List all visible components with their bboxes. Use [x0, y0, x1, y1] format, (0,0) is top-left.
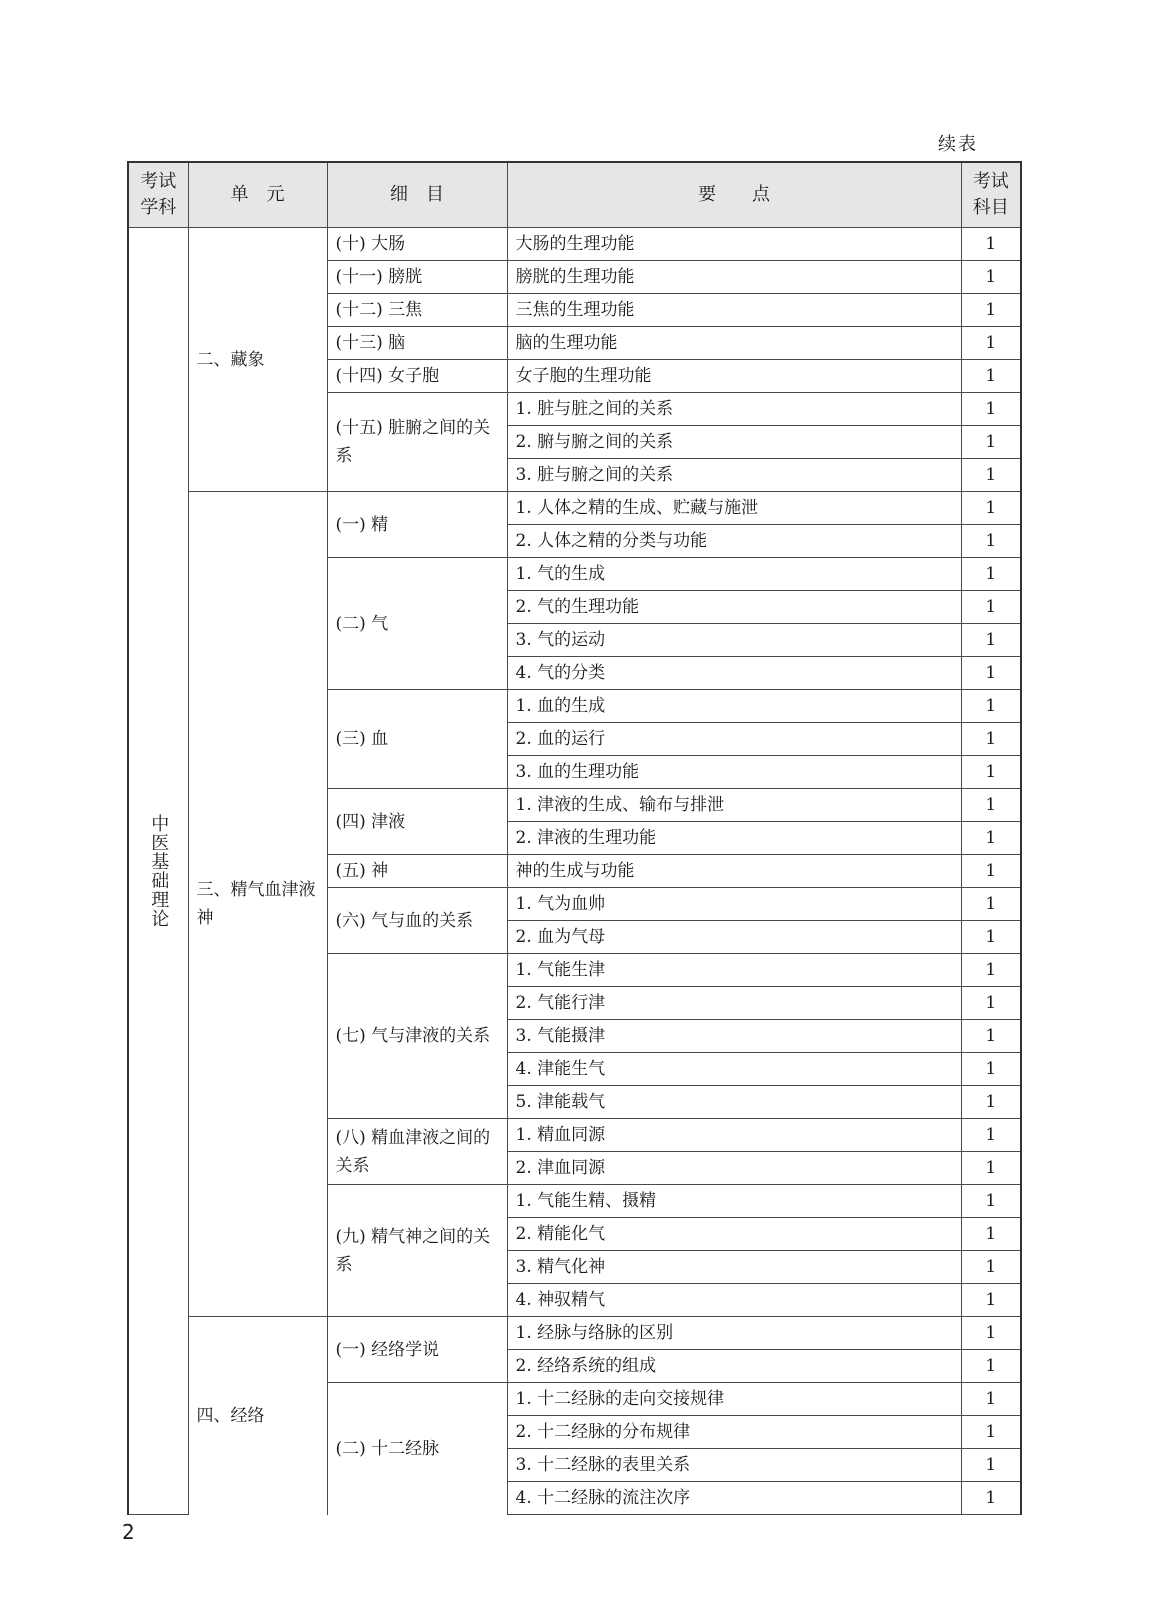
table-body: [128, 228, 1021, 1515]
subject-cell: 中医基础理论: [128, 228, 188, 1515]
exam-cell: 1: [961, 624, 1021, 657]
exam-cell: 1: [961, 261, 1021, 294]
exam-cell: 1: [961, 756, 1021, 789]
point-cell: 1. 人体之精的生成、贮藏与施泄: [507, 492, 961, 525]
exam-cell: 1: [961, 723, 1021, 756]
exam-cell: 1: [961, 954, 1021, 987]
unit-cell: 二、藏象: [188, 228, 327, 492]
point-cell: 2. 经络系统的组成: [507, 1350, 961, 1383]
exam-cell: 1: [961, 1317, 1021, 1350]
detail-cell: (七) 气与津液的关系: [327, 954, 507, 1119]
point-cell: 2. 津液的生理功能: [507, 822, 961, 855]
exam-cell: 1: [961, 591, 1021, 624]
exam-cell: 1: [961, 327, 1021, 360]
exam-cell: 1: [961, 1152, 1021, 1185]
point-cell: 2. 津血同源: [507, 1152, 961, 1185]
detail-cell: (二) 十二经脉: [327, 1383, 507, 1515]
point-cell: 4. 神驭精气: [507, 1284, 961, 1317]
point-cell: 3. 气的运动: [507, 624, 961, 657]
point-cell: 3. 脏与腑之间的关系: [507, 459, 961, 492]
point-cell: 2. 血为气母: [507, 921, 961, 954]
point-cell: 女子胞的生理功能: [507, 360, 961, 393]
exam-cell: 1: [961, 1482, 1021, 1515]
point-cell: 5. 津能载气: [507, 1086, 961, 1119]
detail-cell: (十三) 脑: [327, 327, 507, 360]
exam-cell: 1: [961, 1251, 1021, 1284]
point-cell: 3. 气能摄津: [507, 1020, 961, 1053]
point-cell: 脑的生理功能: [507, 327, 961, 360]
table-row: [128, 1317, 1021, 1350]
table-row: [128, 492, 1021, 525]
detail-cell: (十一) 膀胱: [327, 261, 507, 294]
table-row: [128, 228, 1021, 261]
point-cell: 2. 气的生理功能: [507, 591, 961, 624]
detail-cell: (五) 神: [327, 855, 507, 888]
detail-cell: (一) 精: [327, 492, 507, 558]
detail-cell: (十四) 女子胞: [327, 360, 507, 393]
point-cell: 三焦的生理功能: [507, 294, 961, 327]
point-cell: 4. 津能生气: [507, 1053, 961, 1086]
header-detail: 细 目: [327, 162, 507, 228]
detail-cell: (三) 血: [327, 690, 507, 789]
exam-cell: 1: [961, 1119, 1021, 1152]
exam-cell: 1: [961, 1383, 1021, 1416]
exam-cell: 1: [961, 690, 1021, 723]
exam-cell: 1: [961, 789, 1021, 822]
point-cell: 4. 气的分类: [507, 657, 961, 690]
point-cell: 1. 气能生精、摄精: [507, 1185, 961, 1218]
header-unit: 单 元: [188, 162, 327, 228]
exam-cell: 1: [961, 459, 1021, 492]
exam-cell: 1: [961, 987, 1021, 1020]
unit-cell: 三、精气血津液神: [188, 492, 327, 1317]
point-cell: 膀胱的生理功能: [507, 261, 961, 294]
detail-cell: (八) 精血津液之间的关系: [327, 1119, 507, 1185]
syllabus-table: [127, 161, 1022, 1515]
point-cell: 1. 气能生津: [507, 954, 961, 987]
point-cell: 1. 脏与脏之间的关系: [507, 393, 961, 426]
detail-cell: (二) 气: [327, 558, 507, 690]
point-cell: 2. 十二经脉的分布规律: [507, 1416, 961, 1449]
header-subject: 考试学科: [128, 162, 188, 228]
exam-cell: 1: [961, 1449, 1021, 1482]
exam-cell: 1: [961, 657, 1021, 690]
unit-cell: 四、经络: [188, 1317, 327, 1515]
point-cell: 2. 血的运行: [507, 723, 961, 756]
table-header: [128, 162, 1021, 228]
page-number: 2: [122, 1520, 135, 1544]
exam-cell: 1: [961, 1218, 1021, 1251]
exam-cell: 1: [961, 294, 1021, 327]
header-points: 要 点: [507, 162, 961, 228]
detail-cell: (四) 津液: [327, 789, 507, 855]
exam-cell: 1: [961, 228, 1021, 261]
point-cell: 1. 津液的生成、输布与排泄: [507, 789, 961, 822]
detail-cell: (一) 经络学说: [327, 1317, 507, 1383]
exam-cell: 1: [961, 360, 1021, 393]
detail-cell: (九) 精气神之间的关系: [327, 1185, 507, 1317]
point-cell: 3. 血的生理功能: [507, 756, 961, 789]
point-cell: 1. 经脉与络脉的区别: [507, 1317, 961, 1350]
point-cell: 1. 气为血帅: [507, 888, 961, 921]
point-cell: 4. 十二经脉的流注次序: [507, 1482, 961, 1515]
point-cell: 3. 精气化神: [507, 1251, 961, 1284]
exam-cell: 1: [961, 1416, 1021, 1449]
exam-cell: 1: [961, 822, 1021, 855]
point-cell: 2. 人体之精的分类与功能: [507, 525, 961, 558]
exam-cell: 1: [961, 558, 1021, 591]
exam-cell: 1: [961, 1020, 1021, 1053]
continued-label: 续表: [938, 134, 978, 155]
point-cell: 2. 精能化气: [507, 1218, 961, 1251]
header-exam: 考试科目: [961, 162, 1021, 228]
exam-cell: 1: [961, 1053, 1021, 1086]
exam-cell: 1: [961, 393, 1021, 426]
point-cell: 2. 腑与腑之间的关系: [507, 426, 961, 459]
detail-cell: (六) 气与血的关系: [327, 888, 507, 954]
point-cell: 1. 精血同源: [507, 1119, 961, 1152]
exam-cell: 1: [961, 1350, 1021, 1383]
point-cell: 1. 气的生成: [507, 558, 961, 591]
point-cell: 3. 十二经脉的表里关系: [507, 1449, 961, 1482]
exam-cell: 1: [961, 1185, 1021, 1218]
exam-cell: 1: [961, 921, 1021, 954]
point-cell: 2. 气能行津: [507, 987, 961, 1020]
exam-cell: 1: [961, 888, 1021, 921]
exam-cell: 1: [961, 525, 1021, 558]
exam-cell: 1: [961, 492, 1021, 525]
exam-cell: 1: [961, 855, 1021, 888]
point-cell: 1. 血的生成: [507, 690, 961, 723]
detail-cell: (十) 大肠: [327, 228, 507, 261]
point-cell: 大肠的生理功能: [507, 228, 961, 261]
point-cell: 1. 十二经脉的走向交接规律: [507, 1383, 961, 1416]
detail-cell: (十二) 三焦: [327, 294, 507, 327]
exam-cell: 1: [961, 426, 1021, 459]
exam-cell: 1: [961, 1284, 1021, 1317]
detail-cell: (十五) 脏腑之间的关系: [327, 393, 507, 492]
exam-cell: 1: [961, 1086, 1021, 1119]
point-cell: 神的生成与功能: [507, 855, 961, 888]
